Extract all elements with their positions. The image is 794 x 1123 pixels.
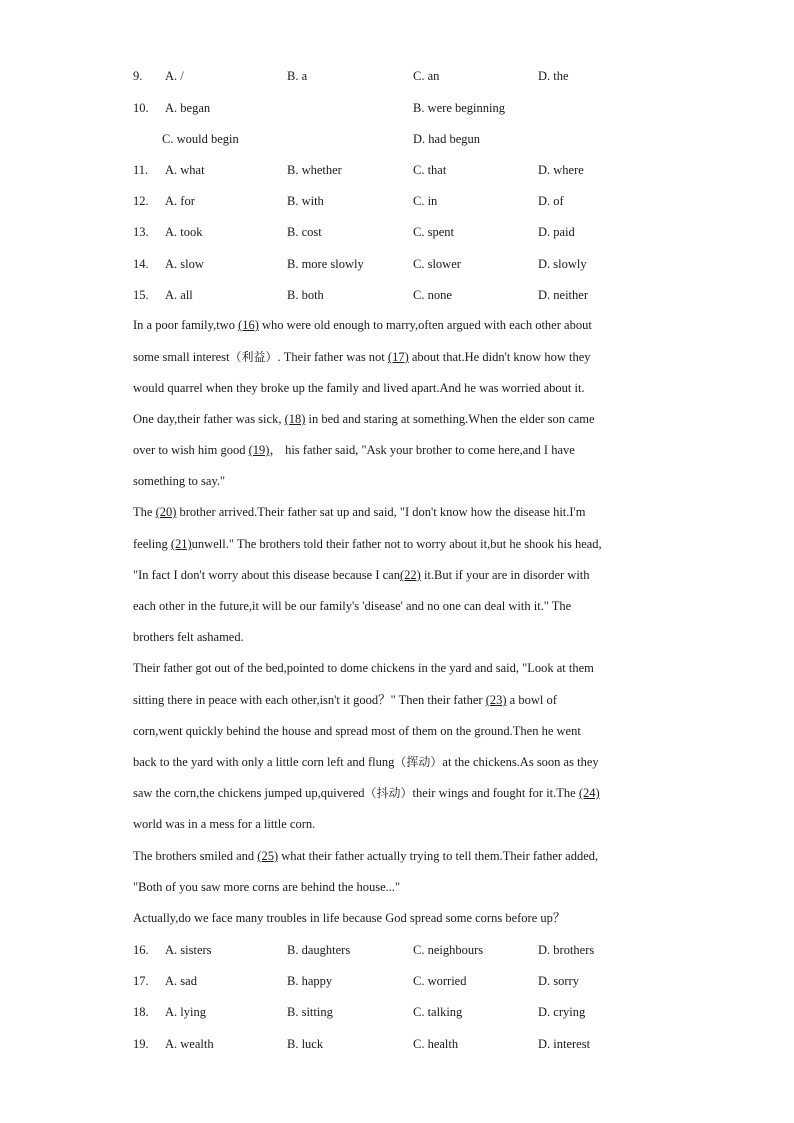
option-b: B. with [287,194,324,208]
option-d: D. crying [538,1005,586,1019]
option-a: A. took [165,225,203,239]
passage-line: sitting there in peace with each other,isn't it good？" Then their father (23) a bowl of [133,693,557,707]
blank-19: (19) [248,443,270,457]
passage-line: One day,their father was sick, (18) in bed and staring at something.When the elder son came [133,412,595,426]
option-a: A. sad [165,974,197,988]
option-d: D. interest [538,1037,591,1051]
question-number: 10. [133,101,149,115]
question-14 [0,254,794,274]
passage-line: would quarrel when they broke up the family and lived apart.And he was worried about it. [133,381,585,395]
passage-line: corn,went quickly behind the house and spread most of them on the ground.Then he went [133,724,581,738]
question-number: 18. [133,1005,149,1019]
option-c: C. none [413,288,452,302]
question-number: 12. [133,194,149,208]
option-c: C. health [413,1037,459,1051]
option-b: B. daughters [287,943,351,957]
option-d: D. of [538,194,564,208]
passage-line: The brothers smiled and (25) what their father actually trying to tell them.Their father added, [133,849,599,863]
question-13 [0,222,794,242]
question-10 [0,98,794,118]
option-a: A. / [165,69,184,83]
option-d: D. where [538,163,584,177]
question-11 [0,160,794,180]
question-19 [0,1034,794,1054]
passage-line: In a poor family,two (16) who were old enough to marry,often argued with each other about [133,318,592,332]
option-a: A. for [165,194,195,208]
option-b: B. cost [287,225,322,239]
passage-line: over to wish him good (19)， his father said, "Ask your brother to come here,and I have [133,443,575,457]
option-d: D. slowly [538,257,587,271]
option-c: C. slower [413,257,461,271]
option-b: B. a [287,69,308,83]
option-b: B. more slowly [287,257,364,271]
option-b: B. luck [287,1037,324,1051]
passage-line: feeling (21)unwell." The brothers told their father not to worry about it,but he shook his head, [133,537,602,551]
option-c: C. spent [413,225,454,239]
blank-16: (16) [238,318,259,332]
question-16 [0,940,794,960]
question-number: 13. [133,225,149,239]
option-c: C. talking [413,1005,463,1019]
question-number: 17. [133,974,149,988]
option-a: A. all [165,288,193,302]
option-b: B. happy [287,974,333,988]
question-number: 15. [133,288,149,302]
question-number: 16. [133,943,149,957]
option-a: A. slow [165,257,204,271]
blank-20: (20) [155,505,177,519]
option-a: A. wealth [165,1037,214,1051]
question-number: 19. [133,1037,149,1051]
passage-line: The (20) brother arrived.Their father sat up and said, "I don't know how the disease hit.I'm [133,505,586,519]
blank-24: (24) [578,786,600,800]
option-d: D. neither [538,288,588,302]
option-c: C. that [413,163,447,177]
option-d: D. had begun [413,132,480,146]
option-b: B. both [287,288,324,302]
option-c: C. in [413,194,438,208]
passage-line: world was in a mess for a little corn. [133,817,316,831]
passage-line: brothers felt ashamed. [133,630,244,644]
blank-25: (25) [257,849,279,863]
blank-21: (21) [170,537,192,551]
passage-line: back to the yard with only a little corn left and flung（挥动）at the chickens.As soon as they [133,755,599,769]
question-number: 14. [133,257,149,271]
passage-line: Actually,do we face many troubles in life because God spread some corns before up？ [133,911,566,925]
blank-18: (18) [284,412,306,426]
question-15 [0,285,794,305]
option-a: A. what [165,163,205,177]
blank-23: (23) [485,693,507,707]
option-d: D. brothers [538,943,595,957]
question-10-cont [0,129,794,149]
passage-line: "Both of you saw more corns are behind the house..." [133,880,401,894]
question-number: 11. [133,163,149,177]
option-c: C. worried [413,974,467,988]
passage-line: something to say." [133,474,226,488]
option-b: B. whether [287,163,342,177]
option-a: A. sisters [165,943,212,957]
question-9 [0,66,794,86]
blank-17: (17) [387,350,409,364]
option-d: D. sorry [538,974,579,988]
question-18 [0,1002,794,1022]
question-12 [0,191,794,211]
passage-line: Their father got out of the bed,pointed to dome chickens in the yard and said, "Look at them [133,661,594,675]
question-number: 9. [133,69,143,83]
question-17 [0,971,794,991]
option-c: C. would begin [162,132,239,146]
option-a: A. lying [165,1005,206,1019]
option-d: D. the [538,69,569,83]
passage-line: each other in the future,it will be our family's 'disease' and no one can deal with it." The [133,599,572,613]
option-b: B. were beginning [413,101,505,115]
passage-line: some small interest（利益）. Their father was not (17) about that.He didn't know how they [133,350,591,364]
blank-22: (22) [399,568,421,582]
option-d: D. paid [538,225,575,239]
passage-line: "In fact I don't worry about this disease because I can(22) it.But if your are in disorder with [133,568,590,582]
option-a: A. began [165,101,211,115]
option-c: C. an [413,69,440,83]
passage-line: saw the corn,the chickens jumped up,quivered（抖动）their wings and fought for it.The (24) [133,786,600,800]
option-b: B. sitting [287,1005,333,1019]
option-c: C. neighbours [413,943,484,957]
